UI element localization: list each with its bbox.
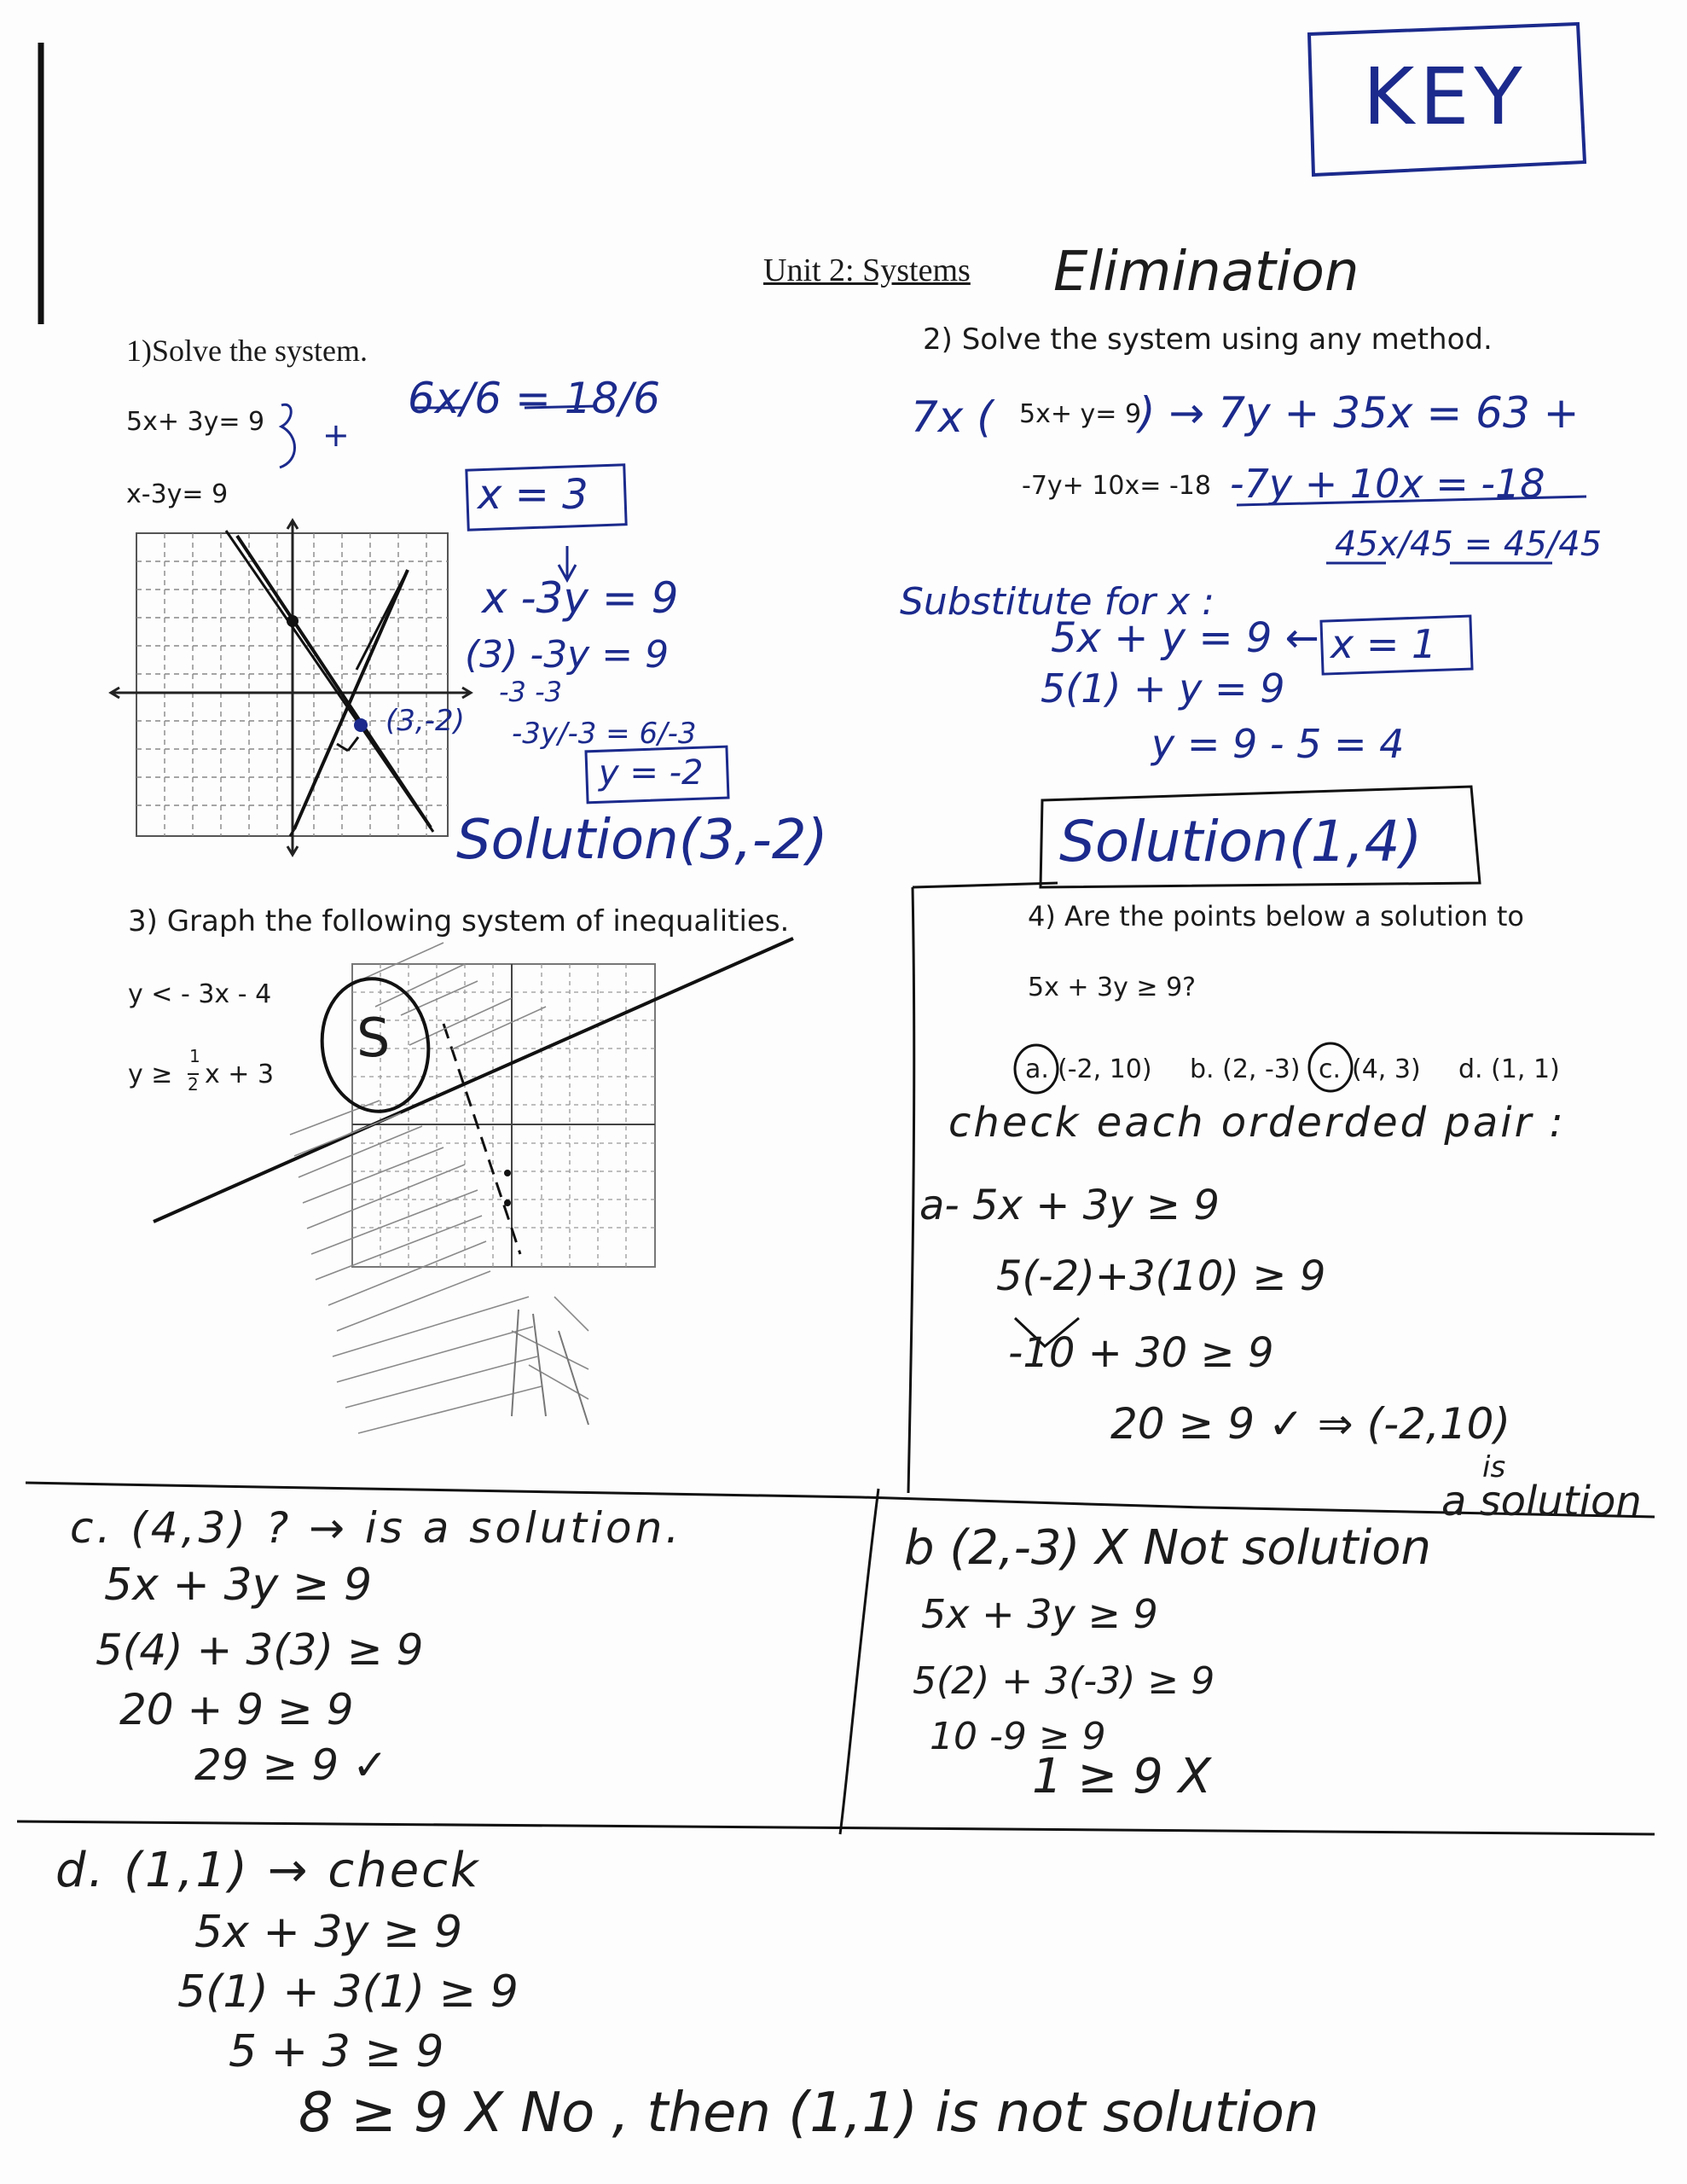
b-work-5: 1 ≥ 9 X <box>1032 1749 1211 1804</box>
problem4-inequality: 5x + 3y ≥ 9? <box>1028 973 1197 1002</box>
b-work-3: 5(2) + 3(-3) ≥ 9 <box>913 1659 1215 1703</box>
p1-divide: 6x/6 = 18/6 <box>408 374 661 423</box>
p1-y-result: y = -2 <box>599 753 704 793</box>
p2-line5: 5(1) + y = 9 <box>1041 665 1285 712</box>
p1-solution: Solution(3,-2) <box>456 809 828 872</box>
p2-line6: y = 9 - 5 = 4 <box>1151 721 1405 767</box>
a-result: a solution <box>1441 1478 1642 1525</box>
p2-mult: 7x ( <box>911 392 994 442</box>
check-note: check each orderded pair : <box>948 1099 1566 1147</box>
p2-substitute: Substitute for x : <box>900 580 1215 624</box>
p1-x-result: x = 3 <box>478 471 588 519</box>
method-note: Elimination <box>1053 241 1359 304</box>
p1-sub-line4: -3y/-3 = 6/-3 <box>512 717 697 751</box>
p2-line4: 5x + y = 9 ← <box>1051 614 1319 662</box>
problem3-prompt: 3) Graph the following system of inequalities. <box>128 904 790 938</box>
divider-h1 <box>26 1483 861 1497</box>
c-work-4: 20 + 9 ≥ 9 <box>119 1685 354 1734</box>
problem2-prompt: 2) Solve the system using any method. <box>923 322 1493 357</box>
c-work-1: c. (4,3) ? → is a solution. <box>70 1503 683 1553</box>
opt-a: (-2, 10) <box>1058 1054 1152 1084</box>
problem2-eq1: 5x+ y= 9 <box>1019 399 1142 429</box>
divider-upper <box>908 887 914 1493</box>
problem1-eq1: 5x+ 3y= 9 <box>126 407 265 437</box>
a-work-1: a- 5x + 3y ≥ 9 <box>919 1182 1220 1229</box>
p1-plus: + <box>322 416 350 454</box>
problem4-prompt: 4) Are the points below a solution to <box>1028 900 1524 932</box>
problem3-ineq1: y < - 3x - 4 <box>128 979 272 1009</box>
a-work-4: 20 ≥ 9 ✓ ⇒ (-2,10) <box>1110 1399 1510 1449</box>
problem3-ineq2-right: x + 3 <box>205 1060 275 1089</box>
problem1-eq2: x-3y= 9 <box>126 479 229 509</box>
c-work-2: 5x + 3y ≥ 9 <box>104 1560 373 1611</box>
p2-line1: ) → 7y + 35x = 63 + <box>1139 388 1580 438</box>
problem1-prompt: 1)Solve the system. <box>126 334 368 368</box>
key-label: KEY <box>1363 51 1528 142</box>
opt-a-letter: a. <box>1025 1054 1049 1084</box>
p1-point-label: (3,-2) <box>386 704 465 738</box>
d-work-5: 8 ≥ 9 X No , then (1,1) is not solution <box>299 2082 1319 2145</box>
opt-c: (4, 3) <box>1352 1054 1421 1084</box>
a-work-2: 5(-2)+3(10) ≥ 9 <box>996 1252 1326 1300</box>
d-work-2: 5x + 3y ≥ 9 <box>194 1907 463 1958</box>
p1-sub-line3: -3 -3 <box>499 676 562 708</box>
problem3-graph <box>154 938 793 1433</box>
p2-x-result: x = 1 <box>1330 621 1437 667</box>
a-is: is <box>1482 1450 1506 1484</box>
p1-sub-line1: x -3y = 9 <box>482 573 679 623</box>
d-work-1: d. (1,1) → check <box>55 1843 481 1898</box>
opt-d: d. (1, 1) <box>1458 1054 1560 1084</box>
p1-sub-line2: (3) -3y = 9 <box>465 633 670 677</box>
problem3-ineq2-num: 1 <box>189 1046 200 1066</box>
d-work-3: 5(1) + 3(1) ≥ 9 <box>177 1966 519 2018</box>
b-work-2: 5x + 3y ≥ 9 <box>921 1591 1158 1637</box>
p2-line3: 45x/45 = 45/45 <box>1335 525 1603 564</box>
brace <box>280 404 295 468</box>
c-work-5: 29 ≥ 9 ✓ <box>194 1740 388 1790</box>
d-work-4: 5 + 3 ≥ 9 <box>229 2026 444 2077</box>
problem2-eq2: -7y+ 10x= -18 <box>1022 471 1211 501</box>
p2-solution: Solution(1,4) <box>1059 809 1423 874</box>
c-work-3: 5(4) + 3(3) ≥ 9 <box>96 1625 424 1675</box>
unit-title: Unit 2: Systems <box>763 253 971 288</box>
p2-line2: -7y + 10x = -18 <box>1230 461 1545 507</box>
b-work-4: 10 -9 ≥ 9 <box>930 1715 1106 1758</box>
opt-b: b. (2, -3) <box>1190 1054 1301 1084</box>
problem3-ineq2-left: y ≥ <box>128 1060 173 1089</box>
a-work-3: -10 + 30 ≥ 9 <box>1008 1329 1274 1377</box>
opt-c-letter: c. <box>1319 1054 1342 1084</box>
problem1-graph <box>111 520 471 855</box>
divider-h2 <box>17 1821 1655 1834</box>
b-work-1: b (2,-3) X Not solution <box>904 1520 1431 1576</box>
problem3-ineq2-den: 2 <box>188 1074 199 1095</box>
divider-vertical-mid <box>840 1489 878 1834</box>
solution-region-mark: S <box>357 1007 391 1069</box>
